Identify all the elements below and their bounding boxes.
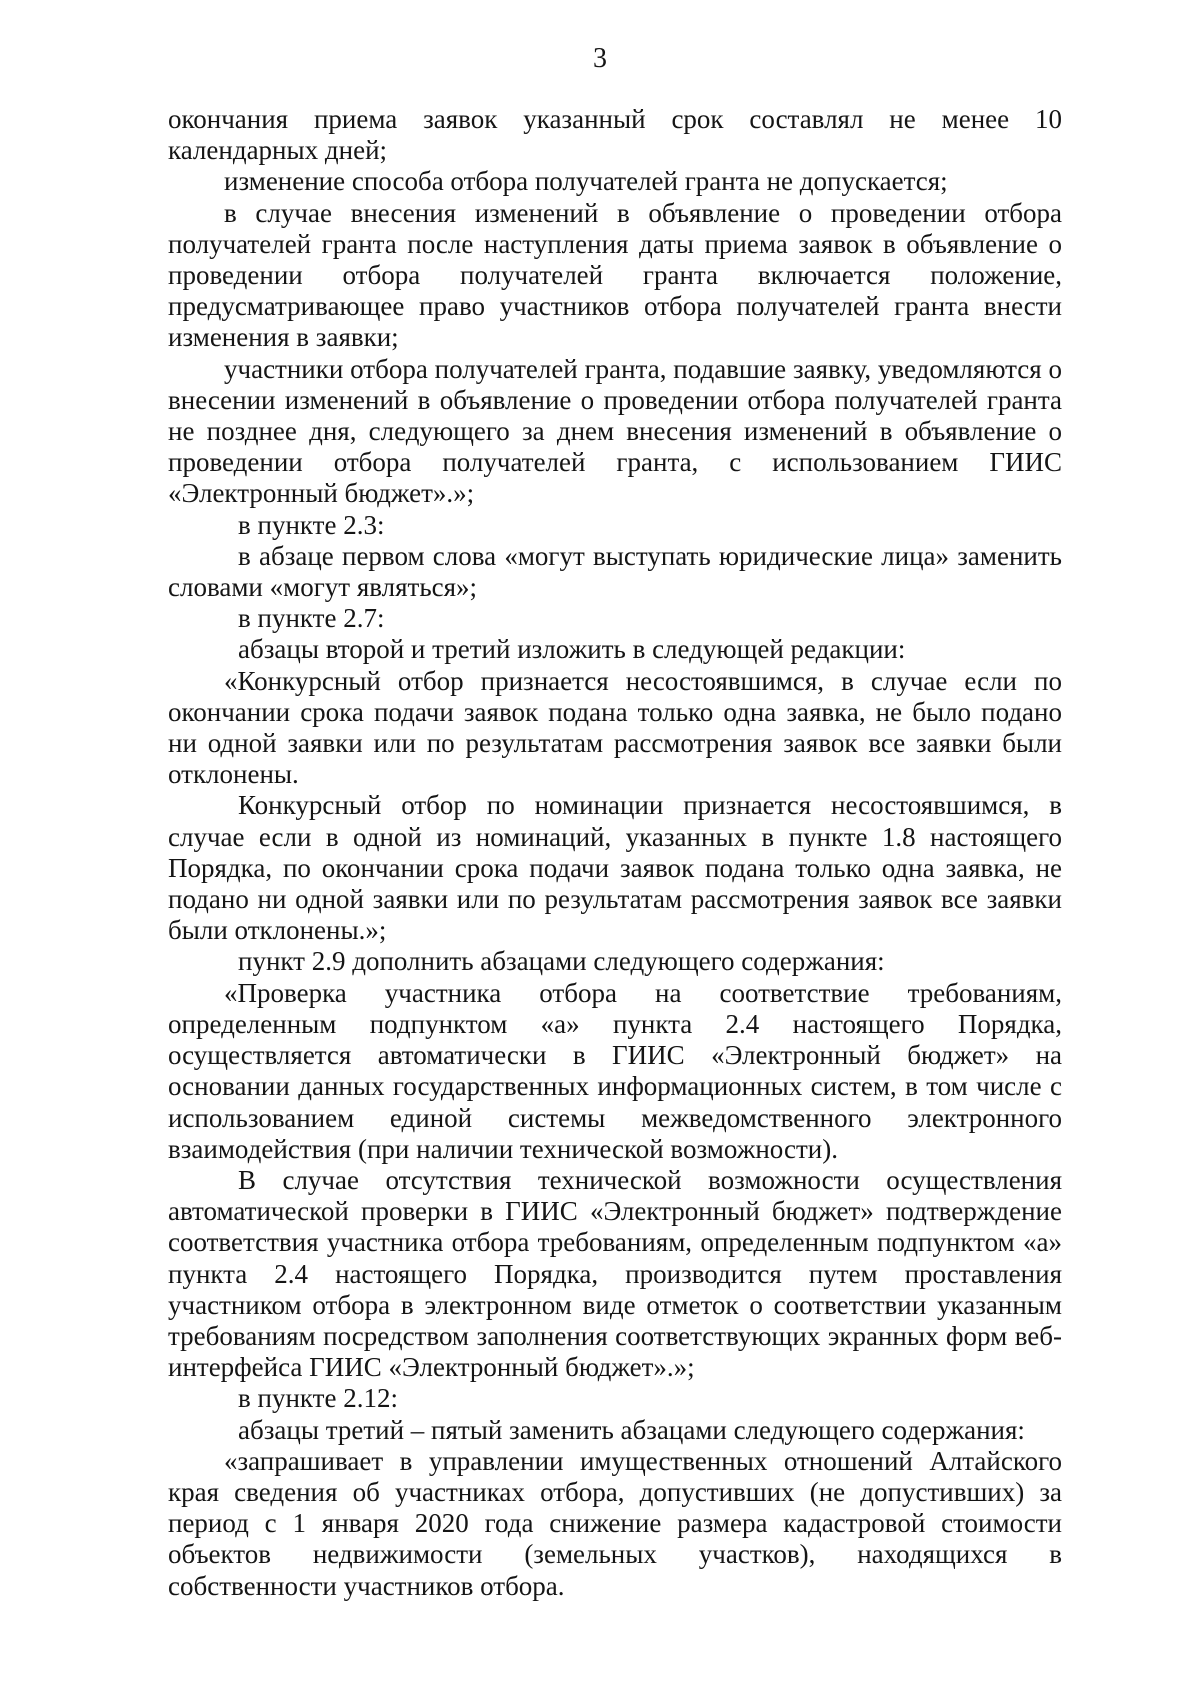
paragraph: в пункте 2.3: [238, 509, 385, 540]
paragraph: Конкурсный отбор по номинации признается несостоявшимся, в случае если в одной из номинаций, указанных в пункте 1.8 настоящего Порядка, по окончании срока подачи заявок подана только одна заявка, не подано ни одной заявки или по результатам рассмотрения заявок все заявки были отклонены.»; [168, 790, 1062, 946]
paragraph: пункт 2.9 дополнить абзацами следующего содержания: [238, 946, 885, 977]
paragraph: в абзаце первом слова «могут выступать юридические лица» заменить словами «могут являться»; [168, 540, 1062, 603]
paragraph: в случае внесения изменений в объявление о проведении отбора получателей гранта после наступления даты приема заявок в объявление о проведении отбора получателей гранта включается положение, предусматривающее право участников отбора получателей гранта внести изменения в заявки; [168, 197, 1062, 353]
paragraph: в пункте 2.12: [238, 1383, 398, 1414]
paragraph: участники отбора получателей гранта, подавшие заявку, уведомляются о внесении изменений в объявление о проведении отбора получателей гранта не позднее дня, следующего за днем внесения изменений в объявление о проведении отбора получателей гранта, с использованием ГИИС «Электронный бюджет».»; [168, 353, 1062, 509]
paragraph: В случае отсутствия технической возможности осуществления автоматической проверки в ГИИС «Электронный бюджет» подтверждение соответствия участника отбора требованиям, определенным подпунктом «а» пункта 2.4 настоящего Порядка, производится путем проставления участником отбора в электронном виде отметок о соответствии указанным требованиям посредством заполнения соответствующих экранных форм веб-интерфейса ГИИС «Электронный бюджет».»; [168, 1164, 1062, 1383]
paragraph: изменение способа отбора получателей гранта не допускается; [224, 166, 948, 197]
paragraph-quote: «Проверка участника отбора на соответствие требованиям, определенным подпунктом «а» пункта 2.4 настоящего Порядка, осуществляется автоматически в ГИИС «Электронный бюджет» на основании данных государственных информационных систем, в том числе с использованием единой системы межведомственного электронного взаимодействия (при наличии технической возможности). [168, 977, 1062, 1164]
paragraph: в пункте 2.7: [238, 603, 385, 634]
document-body [168, 104, 1062, 1602]
paragraph-quote: «Конкурсный отбор признается несостоявшимся, в случае если по окончании срока подачи заявок подана только одна заявка, не было подано ни одной заявки или по результатам рассмотрения заявок все заявки были отклонены. [168, 665, 1062, 790]
paragraph: абзацы второй и третий изложить в следующей редакции: [238, 634, 906, 665]
paragraph: абзацы третий – пятый заменить абзацами следующего содержания: [238, 1414, 1025, 1445]
page-number: 3 [593, 43, 607, 74]
paragraph-continuation: окончания приема заявок указанный срок составлял не менее 10 календарных дней; [168, 104, 1062, 166]
paragraph-quote: «запрашивает в управлении имущественных отношений Алтайского края сведения об участниках отбора, допустивших (не допустивших) за период с 1 января 2020 года снижение размера кадастровой стоимости объектов недвижимости (земельных участков), находящихся в собственности участников отбора. [168, 1445, 1062, 1601]
